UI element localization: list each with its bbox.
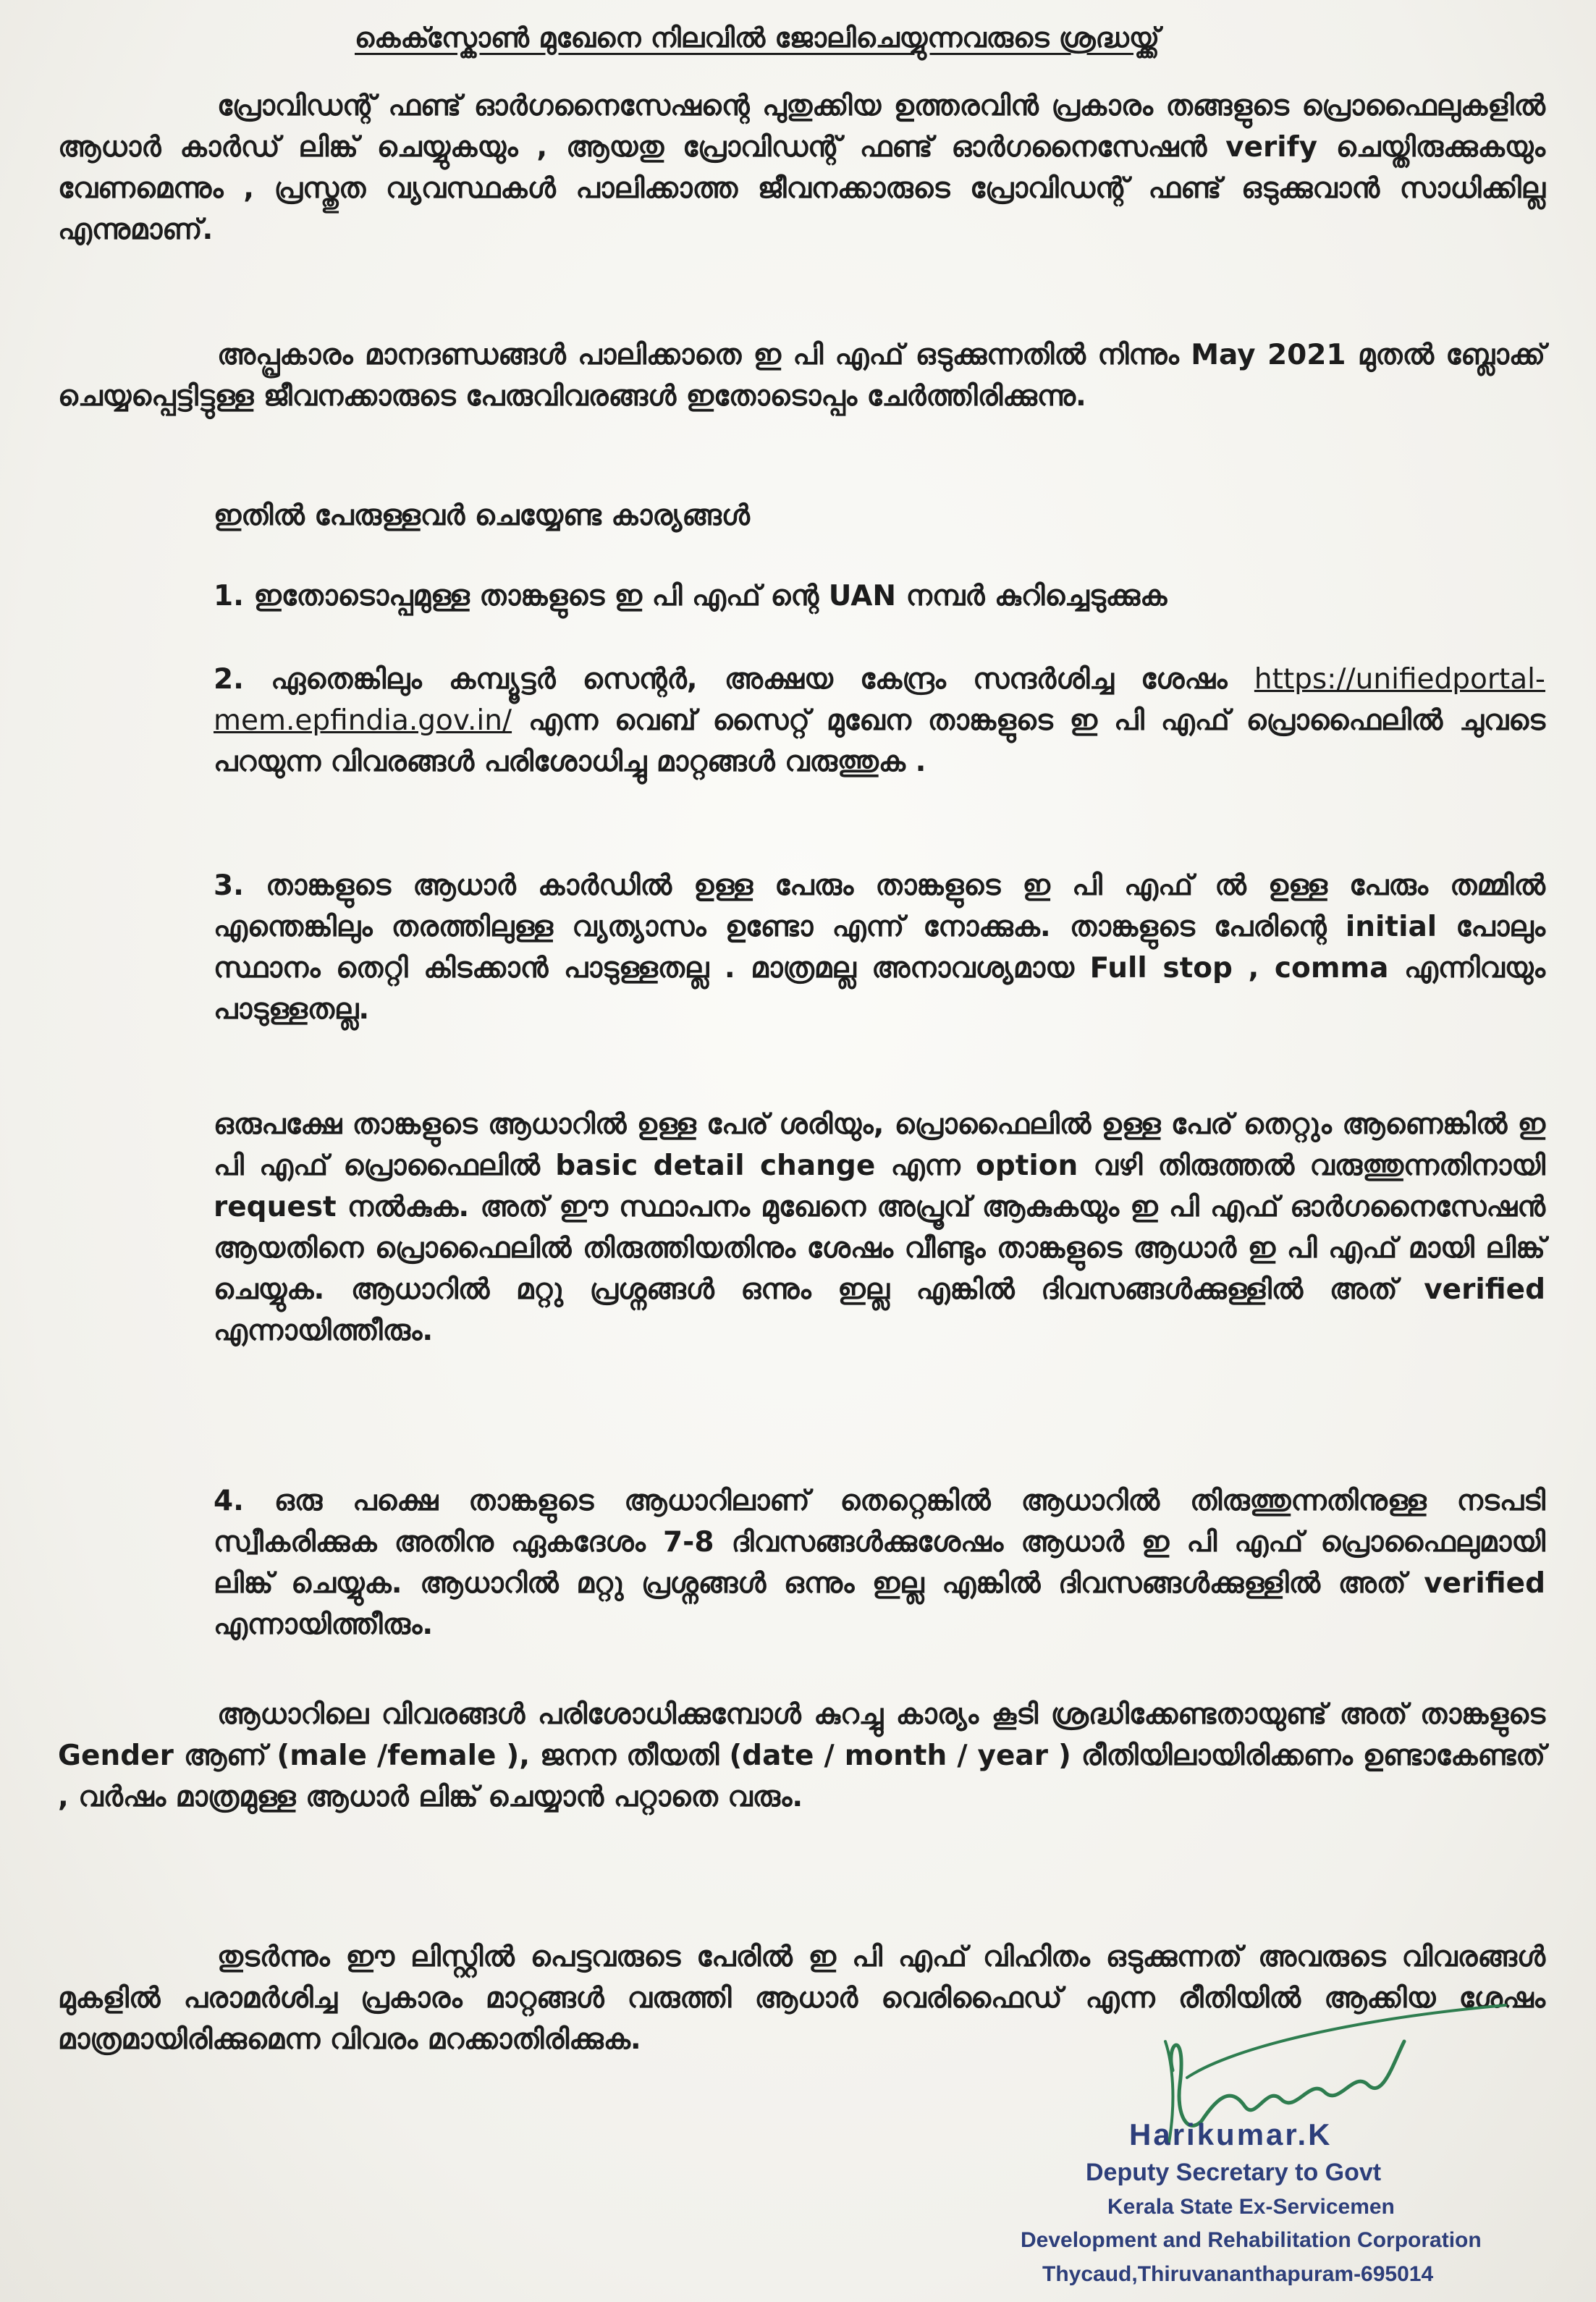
organization-line-2: Development and Rehabilitation Corporation bbox=[1021, 2228, 1482, 2252]
epf-portal-link[interactable]: https://unifiedportal-mem.epfindia.gov.in/ bbox=[214, 663, 1546, 737]
paragraph-aadhaar-details bbox=[58, 1694, 1545, 1818]
signatory-name: Harikumar.K bbox=[1129, 2117, 1333, 2151]
list-item-2 bbox=[214, 659, 1545, 783]
list-item-2-text: 2. ഏതെങ്കിലും കമ്പ്യൂട്ടർ സെന്റർ, അക്ഷയ കേന്ദ്രം സന്ദർശിച്ച ശേഷം bbox=[214, 663, 1228, 696]
paragraph-pf-order bbox=[58, 85, 1545, 250]
paragraph-blocked-list-text: അപ്പ്രകാരം മാനദണ്ഡങ്ങൾ പാലിക്കാതെ ഇ പി എഫ് ഒടുക്കുന്നതിൽ നിന്നും May 2021 മുതൽ ബ്ലോക്ക് ചെയ്യപ്പെട്ടിട്ടുള്ള ജീവനക്കാരുടെ പേരുവിവരങ്ങൾ ഇതോടൊപ്പം ചേർത്തിരിക്കുന്നു. bbox=[58, 339, 1545, 413]
paragraph-pf-order-text: പ്രോവിഡന്റ് ഫണ്ട് ഓർഗനൈസേഷന്റെ പുതുക്കിയ ഉത്തരവിൻ പ്രകാരം തങ്ങളുടെ പ്രൊഫൈലുകളിൽ ആധാർ കാർഡ് ലിങ്ക് ചെയ്യുകയും , ആയതു പ്രോവിഡന്റ് ഫണ്ട് ഓർഗനൈസേഷൻ verify ചെയ്തിരുക്കുകയും വേണമെന്നും , പ്രസ്തുത വ്യവസ്ഥകൾ പാലിക്കാത്ത ജീവനക്കാരുടെ പ്രോവിഡന്റ് ഫണ്ട് ഒടുക്കുവാൻ സാധിക്കില്ല എന്നുമാണ്. bbox=[58, 90, 1545, 246]
list-item-1: 1. ഇതോടൊപ്പമുള്ള താങ്കളുടെ ഇ പി എഫ് ന്റെ UAN നമ്പർ കുറിച്ചെടുക്കുക bbox=[214, 580, 1168, 612]
paragraph-aadhaar-details-text: ആധാറിലെ വിവരങ്ങൾ പരിശോധിക്കുമ്പോൾ കുറച്ചു കാര്യം കൂടി ശ്രദ്ധിക്കേണ്ടതായുണ്ട് അത് താങ്കളുടെ Gender ആണ് (male /female ), ജനന തീയതി (date / month / year ) രീതിയിലായിരിക്കണം ഉണ്ടാകേണ്ടത് , വർഷം മാത്രമുള്ള ആധാർ ലിങ്ക് ചെയ്യാൻ പറ്റാതെ വരും. bbox=[58, 1698, 1545, 1813]
list-item-4: 4. ഒരു പക്ഷെ താങ്കളുടെ ആധാറിലാണ് തെറ്റെങ്കിൽ ആധാറിൽ തിരുത്തുന്നതിനുള്ള നടപടി സ്വീകരിക്കുക അതിനു ഏകദേശം 7-8 ദിവസങ്ങൾക്കുശേഷം ആധാർ ഇ പി എഫ് പ്രൊഫൈലുമായി ലിങ്ക് ചെയ്യുക. ആധാറിൽ മറ്റു പ്രശ്നങ്ങൾ ഒന്നും ഇല്ല എങ്കിൽ ദിവസങ്ങൾക്കുള്ളിൽ അത് verified എന്നായിത്തീരും. bbox=[214, 1485, 1545, 1641]
signature-block bbox=[999, 1998, 1578, 2302]
section-heading: ഇതിൽ പേരുള്ളവർ ചെയ്യേണ്ട കാര്യങ്ങൾ bbox=[214, 499, 750, 532]
list-item-2-text-continued: എന്ന വെബ് സൈറ്റ് മുഖേന താങ്കളുടെ ഇ പി എഫ് പ്രൊഫൈലിൽ ചുവടെ പറയുന്ന വിവരങ്ങൾ പരിശോധിച്ചു മാറ്റങ്ങൾ വരുത്തുക . bbox=[214, 704, 1546, 778]
paragraph-reminder-text: തുടർന്നും ഈ ലിസ്റ്റിൽ പെട്ടവരുടെ പേരിൽ ഇ പി എഫ് വിഹിതം ഒടുക്കുന്നത് അവരുടെ വിവരങ്ങൾ മുകളിൽ പരാമർശിച്ച പ്രകാരം മാറ്റങ്ങൾ വരുത്തി ആധാർ വെരിഫൈഡ് എന്ന രീതിയിൽ ആക്കിയ ശേഷം മാത്രമായിരിക്കുമെന്ന വിവരം മറക്കാതിരിക്കുക. bbox=[58, 1941, 1545, 2056]
list-item-3: 3. താങ്കളുടെ ആധാർ കാർഡിൽ ഉള്ള പേരും താങ്കളുടെ ഇ പി എഫ് ൽ ഉള്ള പേരും തമ്മിൽ എന്തെങ്കിലും തരത്തിലുള്ള വ്യത്യാസം ഉണ്ടോ എന്ന് നോക്കുക. താങ്കളുടെ പേരിന്റെ initial പോലും സ്ഥാനം തെറ്റി കിടക്കാൻ പാടുള്ളതല്ല . മാത്രമല്ല അനാവശ്യമായ Full stop , comma എന്നിവയും പാടുള്ളതല്ല. bbox=[214, 869, 1546, 1026]
signatory-designation: Deputy Secretary to Govt bbox=[1086, 2159, 1382, 2186]
paragraph-blocked-list bbox=[58, 334, 1545, 417]
organization-line-1: Kerala State Ex-Servicemen bbox=[1107, 2195, 1395, 2219]
list-item-3-subparagraph: ഒരുപക്ഷേ താങ്കളുടെ ആധാറിൽ ഉള്ള പേര് ശരിയും, പ്രൊഫൈലിൽ ഉള്ള പേര് തെറ്റും ആണെങ്കിൽ ഇ പി എഫ് പ്രൊഫൈലിൽ basic detail change എന്ന option വഴി തിരുത്തൽ വരുത്തുന്നതിനായി request നൽകുക. അത് ഈ സ്ഥാപനം മുഖേനെ അപ്രൂവ് ആകുകയും ഇ പി എഫ് ഓർഗനൈസേഷൻ ആയതിനെ പ്രൊഫൈലിൽ തിരുത്തിയതിനും ശേഷം വീണ്ടും താങ്കളുടെ ആധാർ ഇ പി എഫ് മായി ലിങ്ക് ചെയ്യുക. ആധാറിൽ മറ്റു പ്രശ്നങ്ങൾ ഒന്നും ഇല്ല എങ്കിൽ ദിവസങ്ങൾക്കുള്ളിൽ അത് verified എന്നായിത്തീരും. bbox=[214, 1108, 1545, 1347]
organization-address: Thycaud,Thiruvananthapuram-695014 bbox=[1042, 2262, 1434, 2286]
document-title: കെക്സ്കോൺ മുഖേനെ നിലവിൽ ജോലിചെയ്യുന്നവരുടെ ശ്രദ്ധയ്ക്ക് bbox=[355, 22, 1160, 54]
